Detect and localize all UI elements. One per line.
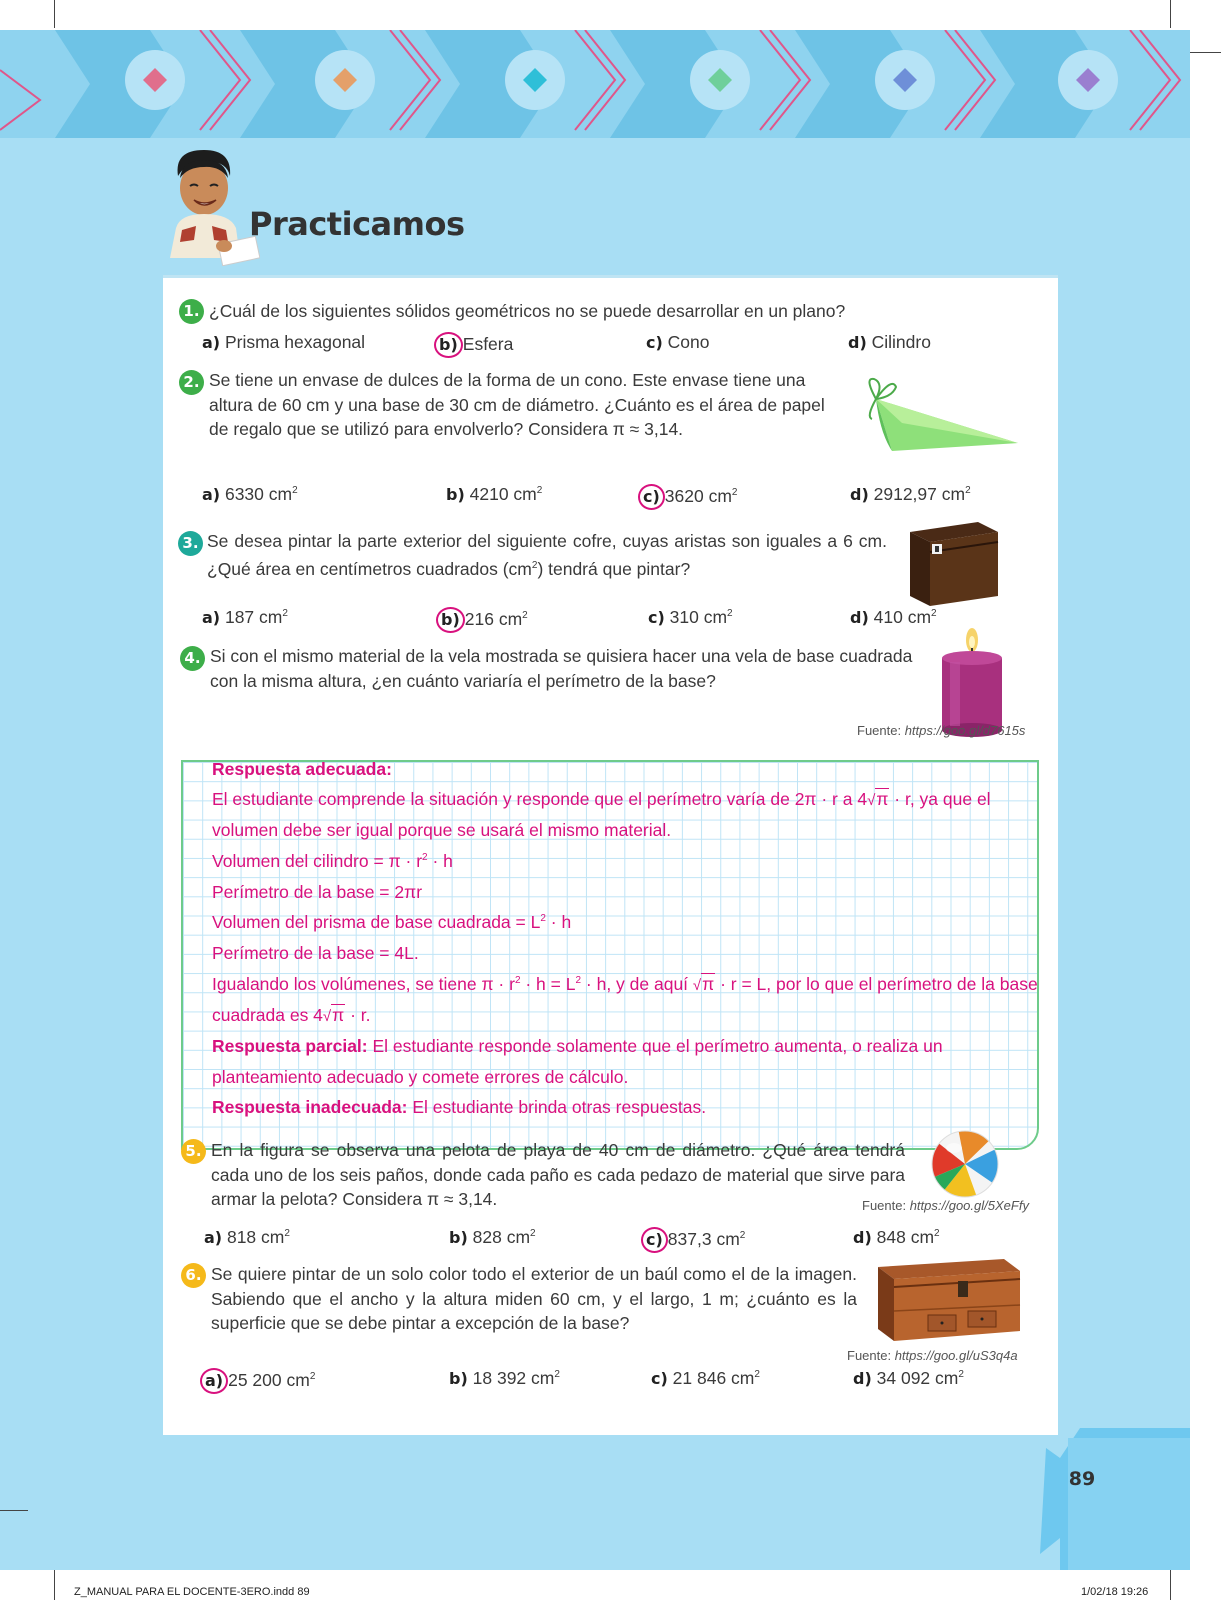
option-a-selected: a) 25 200 $cm^2$ [206,1368,315,1394]
question-number-badge: 2. [179,370,204,395]
option-b: b) 18 392 $cm^2$ [449,1368,560,1388]
rubric-line: Volumen del prisma de base cuadrada = $L^2 \cdot h$ [212,912,572,932]
option-d: d) 2912,97 $cm^2$ [850,484,971,504]
purple-candle-icon [936,622,1012,738]
rubric-line: cuadrada es 4√π · r. [212,1005,371,1025]
option-c: c) 21 846 $cm^2$ [651,1368,760,1388]
page-number-tab [1040,1428,1190,1570]
option-a: a) 818 $cm^2$ [204,1227,290,1247]
option-c-selected: c) 3620 $cm^2$ [644,484,737,510]
option-a: a) 6330 $cm^2$ [202,484,298,504]
question-number-badge: 6. [181,1263,206,1288]
rubric-line: Igualando los volúmenes, se tiene $\pi \cdot r^2 \cdot h = L^2 \cdot h$, y de aquí √π · r = L, por lo que el perímetro de la base [212,974,1038,994]
rubric-line-partial: Respuesta parcial: El estudiante responde solamente que el perímetro aumenta, o realiza un [212,1036,943,1056]
boy-mascot-icon [160,148,260,266]
option-a: a) Prisma hexagonal [202,332,366,352]
question-number-badge: 5. [181,1139,206,1164]
option-d: d) Cilindro [848,332,931,352]
rubric-line: Volumen del cilindro = $\pi \cdot r^2 \cdot h$ [212,851,453,871]
chest-cube-icon [906,518,1001,608]
footer-timestamp: 1/02/18 19:26 [1081,1586,1149,1598]
selected-answer-circle: b) [434,332,463,358]
selected-answer-circle: c) [641,1227,668,1253]
selected-answer-circle: c) [638,484,665,510]
selected-answer-circle: b) [436,607,465,633]
selected-answer-circle: a) [200,1368,228,1394]
page-margin [1190,138,1221,1538]
green-cone-icon [862,373,1022,459]
page-title: Practicamos [249,205,465,243]
option-b: b) 4210 $cm^2$ [446,484,543,504]
option-c-selected: c) 837,3 $cm^2$ [647,1227,745,1253]
question-number-badge: 1. [179,299,204,324]
beach-ball-icon [928,1128,1002,1200]
option-d: d) 410 $cm^2$ [850,607,937,627]
rubric-line: planteamiento adecuado y comete errores de cálculo. [212,1067,629,1087]
wooden-trunk-icon [872,1255,1024,1345]
question-number-badge: 3. [178,531,203,556]
crop-mark [1170,0,1171,28]
option-b-selected: b) Esfera [440,332,513,358]
option-b: b) 828 $cm^2$ [449,1227,536,1247]
rubric-line: volumen debe ser igual porque se usará el mismo material. [212,820,672,840]
option-d: d) 848 $cm^2$ [853,1227,940,1247]
question-text: En la figura se observa una pelota de playa de 40 cm de diámetro. ¿Qué área tendrá cada uno de los seis paños, donde cada paño es cada pedazo de material que sirve para armar la pelota? Considera π ≈ 3,14. [211,1140,905,1209]
question-text: Si con el mismo material de la vela mostrada se quisiera hacer una vela de base cuadrada con la misma altura, ¿en cuánto variaría el perímetro de la base? [210,646,913,691]
question-text: Se tiene un envase de dulces de la forma de un cono. Este envase tiene una altura de 60 cm y una base de 30 cm de diámetro. ¿Cuánto es el área de papel de regalo que se utilizó para envolverlo? Considera π ≈ 3,14. [209,370,825,439]
decorative-banner [0,30,1221,138]
crop-mark [1170,1570,1171,1600]
option-c: c) 310 $cm^2$ [648,607,733,627]
page-number: 89 [1068,1468,1096,1490]
option-a: a) 187 $cm^2$ [202,607,288,627]
question-text: Se desea pintar la parte exterior del siguiente cofre, cuyas aristas son iguales a 6 cm. ¿Qué área en centímetros cuadrados $(cm^2)$ tendrá que pintar? [207,531,887,579]
image-source: Fuente: https://goo.gl/d7615s [857,723,1026,738]
image-source: Fuente: https://goo.gl/5XeFfy [862,1198,1029,1213]
crop-mark [54,0,55,28]
rubric-line: Perímetro de la base = 4L. [212,943,419,963]
divider [163,275,1058,278]
footer-file-name: Z_MANUAL PARA EL DOCENTE-3ERO.indd 89 [74,1586,310,1598]
rubric-line: Perímetro de la base = 2πr [212,882,423,902]
rubric-line-inadequate: Respuesta inadecuada: El estudiante brinda otras respuestas. [212,1097,707,1117]
crop-mark [54,1570,55,1600]
rubric-heading-adequate: Respuesta adecuada: [212,759,392,779]
option-c: c) Cono [646,332,710,352]
crop-mark [0,1510,28,1511]
question-number-badge: 4. [180,646,205,671]
question-text: Se quiere pintar de un solo color todo el exterior de un baúl como el de la imagen. Sabiendo que el ancho y la altura miden 60 cm, y el largo, 1 m; ¿cuánto es la superficie que se debe pintar a excepción de la base? [211,1264,857,1333]
option-d: d) 34 092 $cm^2$ [853,1368,964,1388]
rubric-line: El estudiante comprende la situación y responde que el perímetro varía de 2π · r a 4√π · r, ya que el [212,789,991,809]
option-b-selected: b) 216 $cm^2$ [442,607,528,633]
question-text: ¿Cuál de los siguientes sólidos geométricos no se puede desarrollar en un plano? [209,301,846,321]
image-source: Fuente: https://goo.gl/uS3q4a [847,1348,1018,1363]
